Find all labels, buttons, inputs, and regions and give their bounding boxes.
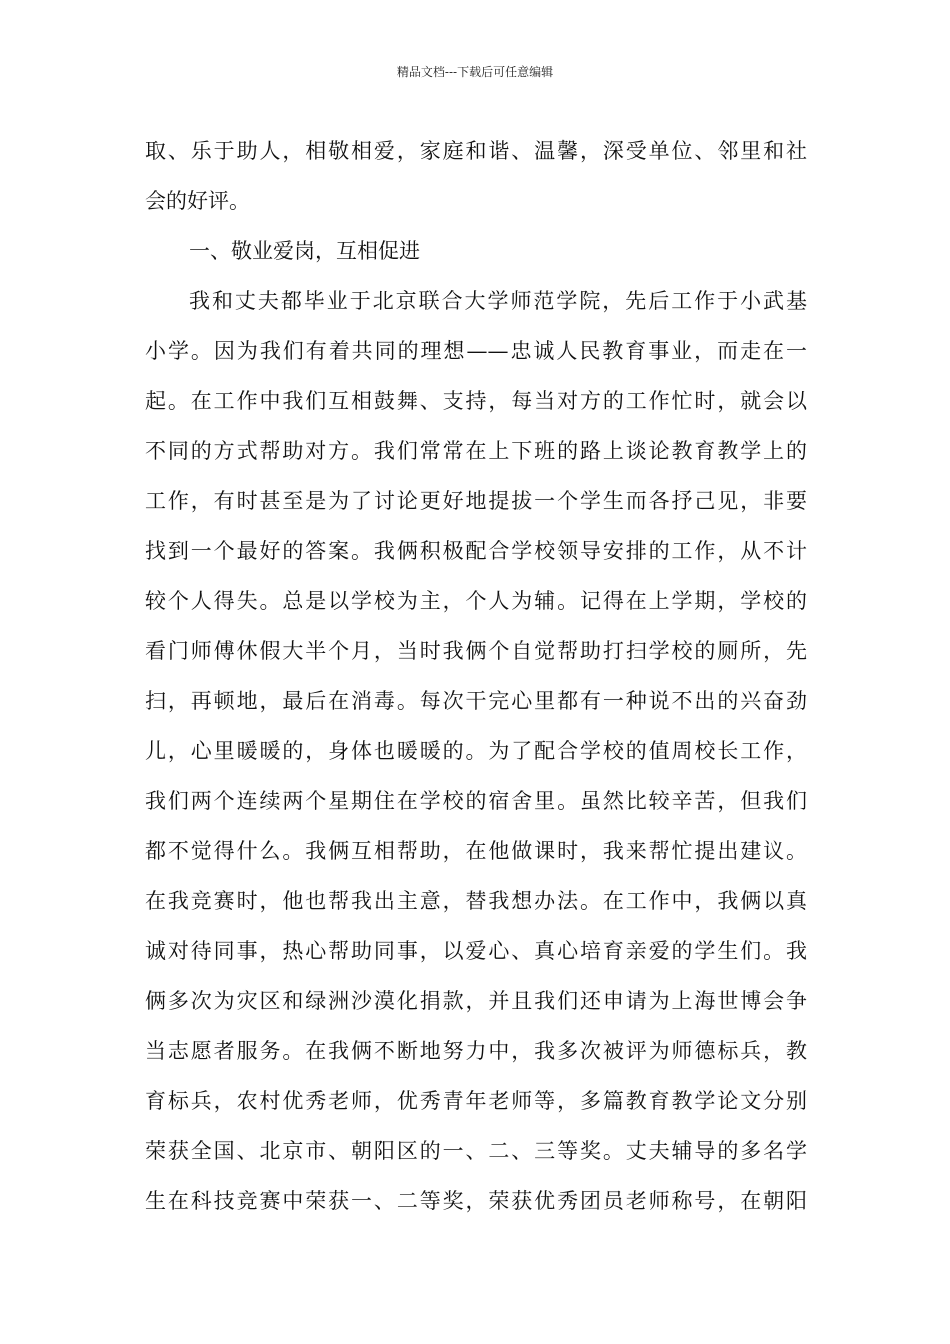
text-line: 小学。因为我们有着共同的理想——忠诚人民教育事业，而走在一	[145, 339, 807, 363]
text-line: 都不觉得什么。我俩互相帮助，在他做课时，我来帮忙提出建议。	[145, 839, 807, 863]
text-line: 我们两个连续两个星期住在学校的宿舍里。虽然比较辛苦，但我们	[145, 789, 807, 813]
text-line: 不同的方式帮助对方。我们常常在上下班的路上谈论教育教学上的	[145, 439, 807, 463]
text-line: 起。在工作中我们互相鼓舞、支持，每当对方的工作忙时，就会以	[145, 389, 807, 413]
text-line: 我和丈夫都毕业于北京联合大学师范学院，先后工作于小武基	[189, 289, 807, 313]
page-header: 精品文档---下载后可任意编辑	[396, 65, 554, 79]
text-line: 俩多次为灾区和绿洲沙漠化捐款，并且我们还申请为上海世博会争	[145, 989, 807, 1013]
text-line: 较个人得失。总是以学校为主，个人为辅。记得在上学期，学校的	[145, 589, 807, 613]
text-line: 找到一个最好的答案。我俩积极配合学校领导安排的工作，从不计	[145, 539, 807, 563]
text-line: 会的好评。	[145, 189, 250, 213]
text-line: 儿，心里暖暖的，身体也暖暖的。为了配合学校的值周校长工作，	[145, 739, 807, 763]
text-line: 生在科技竞赛中荣获一、二等奖，荣获优秀团员老师称号，在朝阳	[145, 1189, 807, 1213]
text-line: 育标兵，农村优秀老师，优秀青年老师等，多篇教育教学论文分别	[145, 1089, 807, 1113]
text-line: 荣获全国、北京市、朝阳区的一、二、三等奖。丈夫辅导的多名学	[145, 1139, 807, 1163]
document-body	[145, 126, 807, 1226]
text-line: 取、乐于助人，相敬相爱，家庭和谐、温馨，深受单位、邻里和社	[145, 139, 807, 163]
text-line: 当志愿者服务。在我俩不断地努力中，我多次被评为师德标兵，教	[145, 1039, 807, 1063]
text-line: 工作，有时甚至是为了讨论更好地提拔一个学生而各抒己见，非要	[145, 489, 807, 513]
text-line: 诚对待同事，热心帮助同事，以爱心、真心培育亲爱的学生们。我	[145, 939, 807, 963]
section-heading: 一、敬业爱岗，互相促进	[189, 239, 420, 263]
text-line: 扫，再顿地，最后在消毒。每次干完心里都有一种说不出的兴奋劲	[145, 689, 807, 713]
text-line: 看门师傅休假大半个月，当时我俩个自觉帮助打扫学校的厕所，先	[145, 639, 807, 663]
text-line: 在我竞赛时，他也帮我出主意，替我想办法。在工作中，我俩以真	[145, 889, 807, 913]
